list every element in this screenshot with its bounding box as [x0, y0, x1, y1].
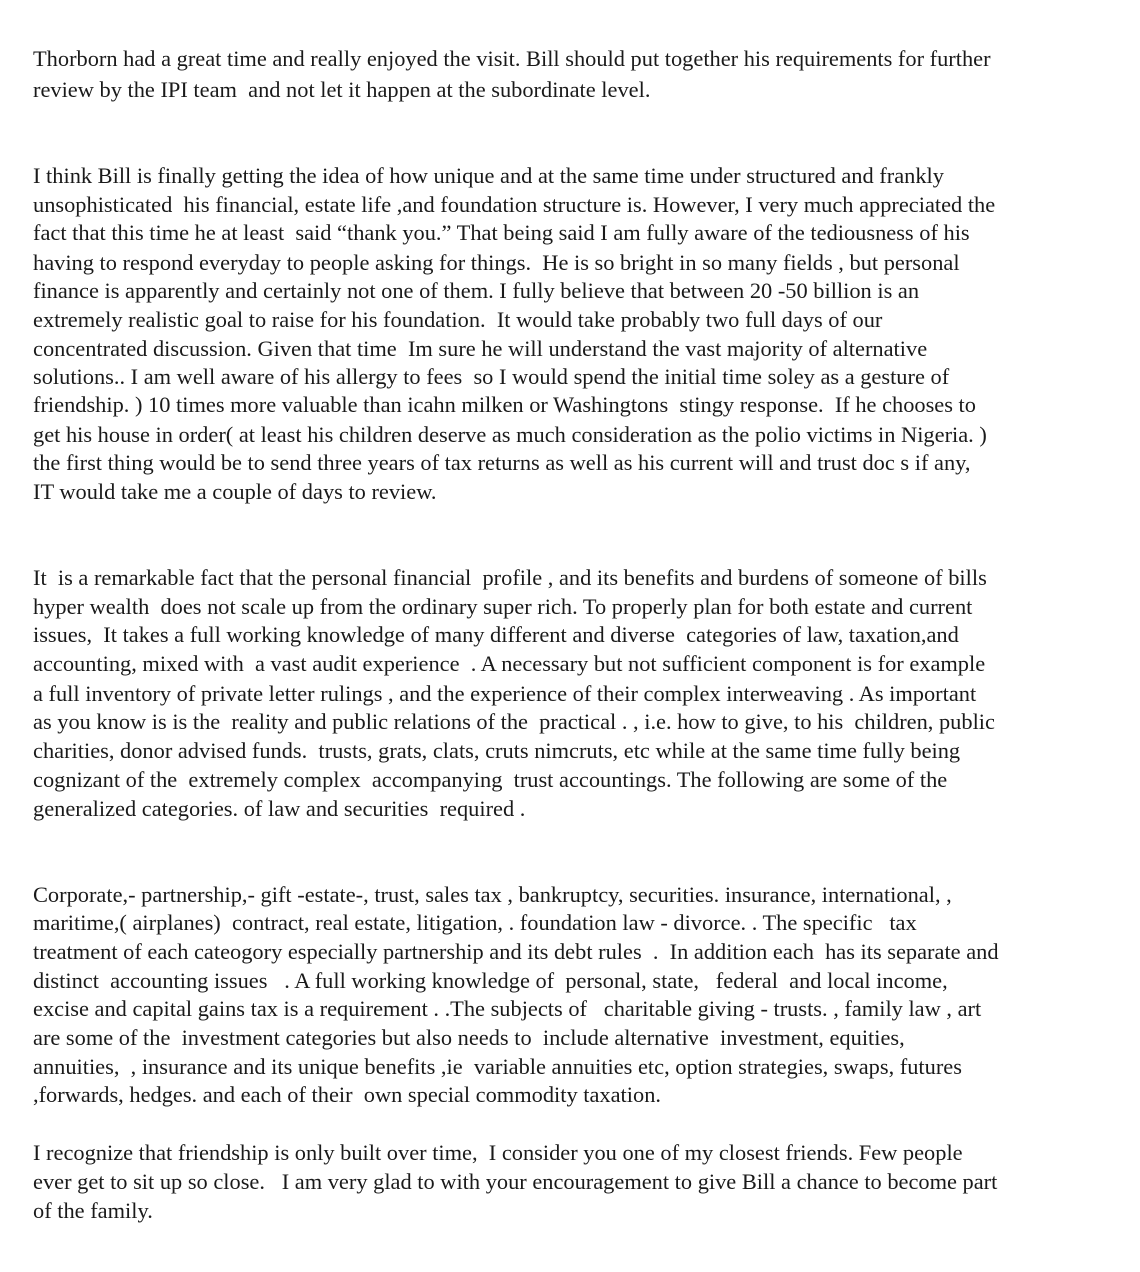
text-line: as you know is is the reality and public relations of the practical . , i.e. how to give, to his children, public [33, 709, 995, 734]
text-line: I recognize that friendship is only built over time, I consider you one of my closest friends. Few people [33, 1140, 963, 1165]
text-line: maritime,( airplanes) contract, real estate, litigation, . foundation law - divorce. . The specific tax [33, 910, 917, 935]
text-line: solutions.. I am well aware of his allergy to fees so I would spend the initial time soley as a gesture of [33, 364, 950, 389]
text-line: ever get to sit up so close. I am very glad to with your encouragement to give Bill a chance to become part [33, 1169, 998, 1194]
text-line: Thorborn had a great time and really enjoyed the visit. Bill should put together his requirements for further [33, 46, 991, 71]
text-line: unsophisticated his financial, estate life ,and foundation structure is. However, I very much appreciated the [33, 192, 996, 217]
text-line: distinct accounting issues . A full working knowledge of personal, state, federal and local income, [33, 968, 948, 993]
text-line: IT would take me a couple of days to review. [33, 479, 437, 504]
text-line: treatment of each cateogory especially partnership and its debt rules . In addition each has its separate and [33, 939, 999, 964]
text-line: finance is apparently and certainly not one of them. I fully believe that between 20 -50 billion is an [33, 278, 920, 303]
text-line: Corporate,- partnership,- gift -estate-, trust, sales tax , bankruptcy, securities. insurance, international, , [33, 882, 952, 907]
text-line: review by the IPI team and not let it happen at the subordinate level. [33, 77, 651, 102]
text-line: It is a remarkable fact that the personal financial profile , and its benefits and burdens of someone of bills [33, 565, 987, 590]
text-line: fact that this time he at least said “thank you.” That being said I am fully aware of the tediousness of his [33, 220, 970, 245]
text-line: issues, It takes a full working knowledge of many different and diverse categories of law, taxation,and [33, 622, 959, 647]
text-line: accounting, mixed with a vast audit experience . A necessary but not sufficient component is for example [33, 651, 986, 676]
text-line: cognizant of the extremely complex accompanying trust accountings. The following are some of the [33, 767, 948, 792]
text-line: extremely realistic goal to raise for his foundation. It would take probably two full days of our [33, 307, 883, 332]
text-line: are some of the investment categories but also needs to include alternative investment, equities, [33, 1025, 905, 1050]
text-line: the first thing would be to send three years of tax returns as well as his current will and trust doc s if any, [33, 450, 971, 475]
text-line: having to respond everyday to people asking for things. He is so bright in so many fields , but personal [33, 250, 960, 275]
text-line: get his house in order( at least his children deserve as much consideration as the polio victims in Nigeria. ) [33, 422, 987, 447]
text-line: a full inventory of private letter rulings , and the experience of their complex interweaving . As important [33, 681, 977, 706]
text-line: friendship. ) 10 times more valuable than icahn milken or Washingtons stingy response. If he chooses to [33, 392, 976, 417]
text-line: concentrated discussion. Given that time Im sure he will understand the vast majority of alternative [33, 336, 928, 361]
text-line: generalized categories. of law and securities required . [33, 796, 526, 821]
text-line: of the family. [33, 1198, 153, 1223]
text-line: hyper wealth does not scale up from the ordinary super rich. To properly plan for both estate and current [33, 594, 973, 619]
text-line: excise and capital gains tax is a requirement . .The subjects of charitable giving - trusts. , family law , art [33, 996, 982, 1021]
text-line: charities, donor advised funds. trusts, grats, clats, cruts nimcruts, etc while at the same time fully being [33, 738, 961, 763]
text-line: I think Bill is finally getting the idea of how unique and at the same time under structured and frankly [33, 163, 944, 188]
text-line: ,forwards, hedges. and each of their own special commodity taxation. [33, 1082, 661, 1107]
text-line: annuities, , insurance and its unique benefits ,ie variable annuities etc, option strategies, swaps, futures [33, 1054, 962, 1079]
